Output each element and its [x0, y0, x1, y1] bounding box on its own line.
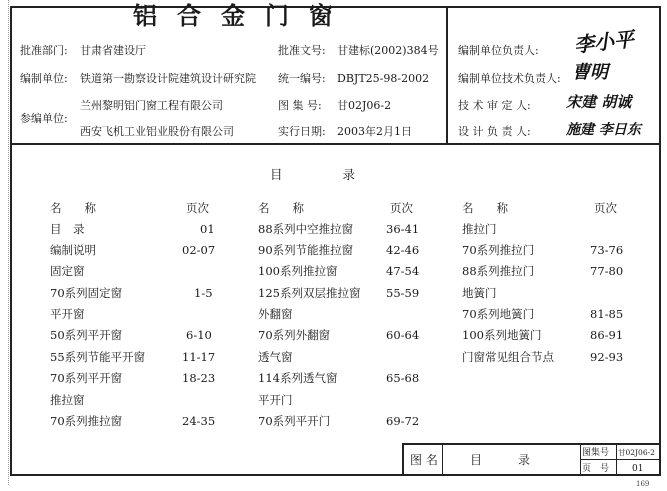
toc-entry-page: 65-68	[386, 371, 420, 385]
toc-entry-page: 60-64	[386, 328, 420, 342]
participant-1: 兰州黎明铝门窗工程有限公司	[80, 99, 223, 112]
document-title: 铝合金门窗	[133, 2, 353, 30]
toc-entry-name: 70系列固定窗	[50, 286, 123, 300]
toc-section-heading: 推拉门	[462, 222, 497, 236]
toc-entry-name: 70系列推拉门	[462, 243, 535, 257]
atlas-no: 甘02J06-2	[337, 99, 392, 112]
chief-label: 编制单位负责人:	[458, 44, 539, 57]
toc-entry-page: 11-17	[182, 350, 216, 364]
toc-entry-page: 92-93	[590, 350, 624, 364]
toc-entry-page: 69-72	[386, 414, 420, 428]
drawing-name: 目 录	[470, 453, 531, 467]
toc-entry-name: 114系列透气窗	[258, 371, 338, 385]
toc-entry-name: 编制说明	[50, 243, 96, 257]
compiler-label: 编制单位:	[20, 72, 68, 85]
atlas-value: 甘02J06-2	[618, 448, 655, 457]
toc-entry-name: 88系列中空推拉窗	[258, 222, 354, 236]
approval-dept: 甘肃省建设厅	[80, 44, 146, 57]
unified-no: DBJT25-98-2002	[337, 72, 430, 85]
binding-margin	[0, 0, 9, 485]
impl-date-label: 实行日期:	[278, 125, 326, 138]
header-divider	[446, 6, 448, 144]
toc-heading: 目 录	[270, 167, 358, 182]
toc-entry-name: 70系列外翻窗	[258, 328, 331, 342]
toc-entry-page: 6-10	[186, 328, 212, 342]
page-value: 01	[632, 464, 644, 474]
toc-entry-page: 24-35	[182, 414, 216, 428]
designer-label: 设 计 负 责 人:	[458, 125, 531, 138]
toc-section-heading: 固定窗	[50, 264, 85, 278]
titleblock-left-rule	[402, 443, 404, 476]
titleblock-top-rule	[402, 443, 661, 445]
toc-entry-page: 73-76	[590, 243, 624, 257]
atlas-no-label: 图 集 号:	[278, 99, 322, 112]
header-bottom-rule	[10, 143, 661, 145]
toc-entry-name: 门窗常见组合节点	[462, 350, 554, 364]
toc-col-name-2: 名 称	[258, 201, 304, 215]
toc-section-heading: 外翻窗	[258, 307, 293, 321]
toc-entry-name: 70系列平开窗	[50, 371, 123, 385]
toc-entry-name: 50系列平开窗	[50, 328, 123, 342]
approval-dept-label: 批准部门:	[20, 44, 68, 57]
page-label: 页 号	[582, 464, 610, 474]
toc-entry-page: 18-23	[182, 371, 216, 385]
toc-entry-page: 86-91	[590, 328, 624, 342]
toc-entry-page: 42-46	[386, 243, 420, 257]
impl-date: 2003年2月1日	[337, 125, 412, 138]
signature-tech-chief: 曹明	[572, 62, 608, 83]
toc-col-name-3: 名 称	[462, 201, 508, 215]
toc-col-page-3: 页次	[594, 201, 617, 215]
participant-2: 西安飞机工业铝业股份有限公司	[80, 125, 234, 138]
signature-designer: 施建 李日东	[566, 122, 641, 138]
toc-entry-name: 70系列平开门	[258, 414, 331, 428]
toc-col-page-2: 页次	[390, 201, 413, 215]
toc-entry-name: 55系列节能平开窗	[50, 350, 146, 364]
toc-entry-page: 36-41	[386, 222, 420, 236]
approval-no: 甘建标(2002)384号	[337, 44, 439, 57]
toc-col-name-1: 名 称	[50, 201, 96, 215]
toc-entry-name: 90系列节能推拉窗	[258, 243, 354, 257]
toc-entry-page: 02-07	[182, 243, 216, 257]
approval-no-label: 批准文号:	[278, 44, 326, 57]
toc-entry-page: 55-59	[386, 286, 420, 300]
toc-entry-name: 88系列推拉门	[462, 264, 535, 278]
reviewer-label: 技 术 审 定 人:	[458, 99, 531, 112]
toc-entry-page: 47-54	[386, 264, 420, 278]
sheet-number: 169	[636, 480, 650, 488]
signature-chief: 李小平	[572, 26, 636, 58]
participants-label: 参编单位:	[20, 112, 68, 125]
toc-entry-name: 70系列推拉窗	[50, 414, 123, 428]
unified-no-label: 统一编号:	[278, 72, 326, 85]
tech-chief-label: 编制单位技术负责人:	[458, 72, 561, 85]
toc-entry-name: 100系列地簧门	[462, 328, 542, 342]
toc-section-heading: 平开窗	[50, 307, 85, 321]
toc-entry-page: 01	[200, 222, 215, 236]
toc-entry-page: 1-5	[194, 286, 213, 300]
drawing-name-label: 图 名	[410, 453, 438, 467]
toc-entry-name: 100系列推拉窗	[258, 264, 338, 278]
toc-section-heading: 推拉窗	[50, 393, 85, 407]
toc-col-page-1: 页次	[186, 201, 209, 215]
titleblock-divider-1	[442, 443, 443, 476]
toc-section-heading: 透气窗	[258, 350, 293, 364]
atlas-label: 图集号	[582, 448, 610, 458]
compiler: 铁道第一勘察设计院建筑设计研究院	[80, 72, 256, 85]
toc-entry-name: 70系列地簧门	[462, 307, 535, 321]
signature-reviewer: 宋建 胡诚	[566, 93, 632, 111]
toc-entry-page: 77-80	[590, 264, 624, 278]
toc-entry-name: 125系列双层推拉窗	[258, 286, 361, 300]
toc-entry-page: 81-85	[590, 307, 624, 321]
toc-section-heading: 平开门	[258, 393, 293, 407]
toc-section-heading: 地簧门	[462, 286, 497, 300]
toc-entry-name: 目 录	[50, 222, 85, 236]
